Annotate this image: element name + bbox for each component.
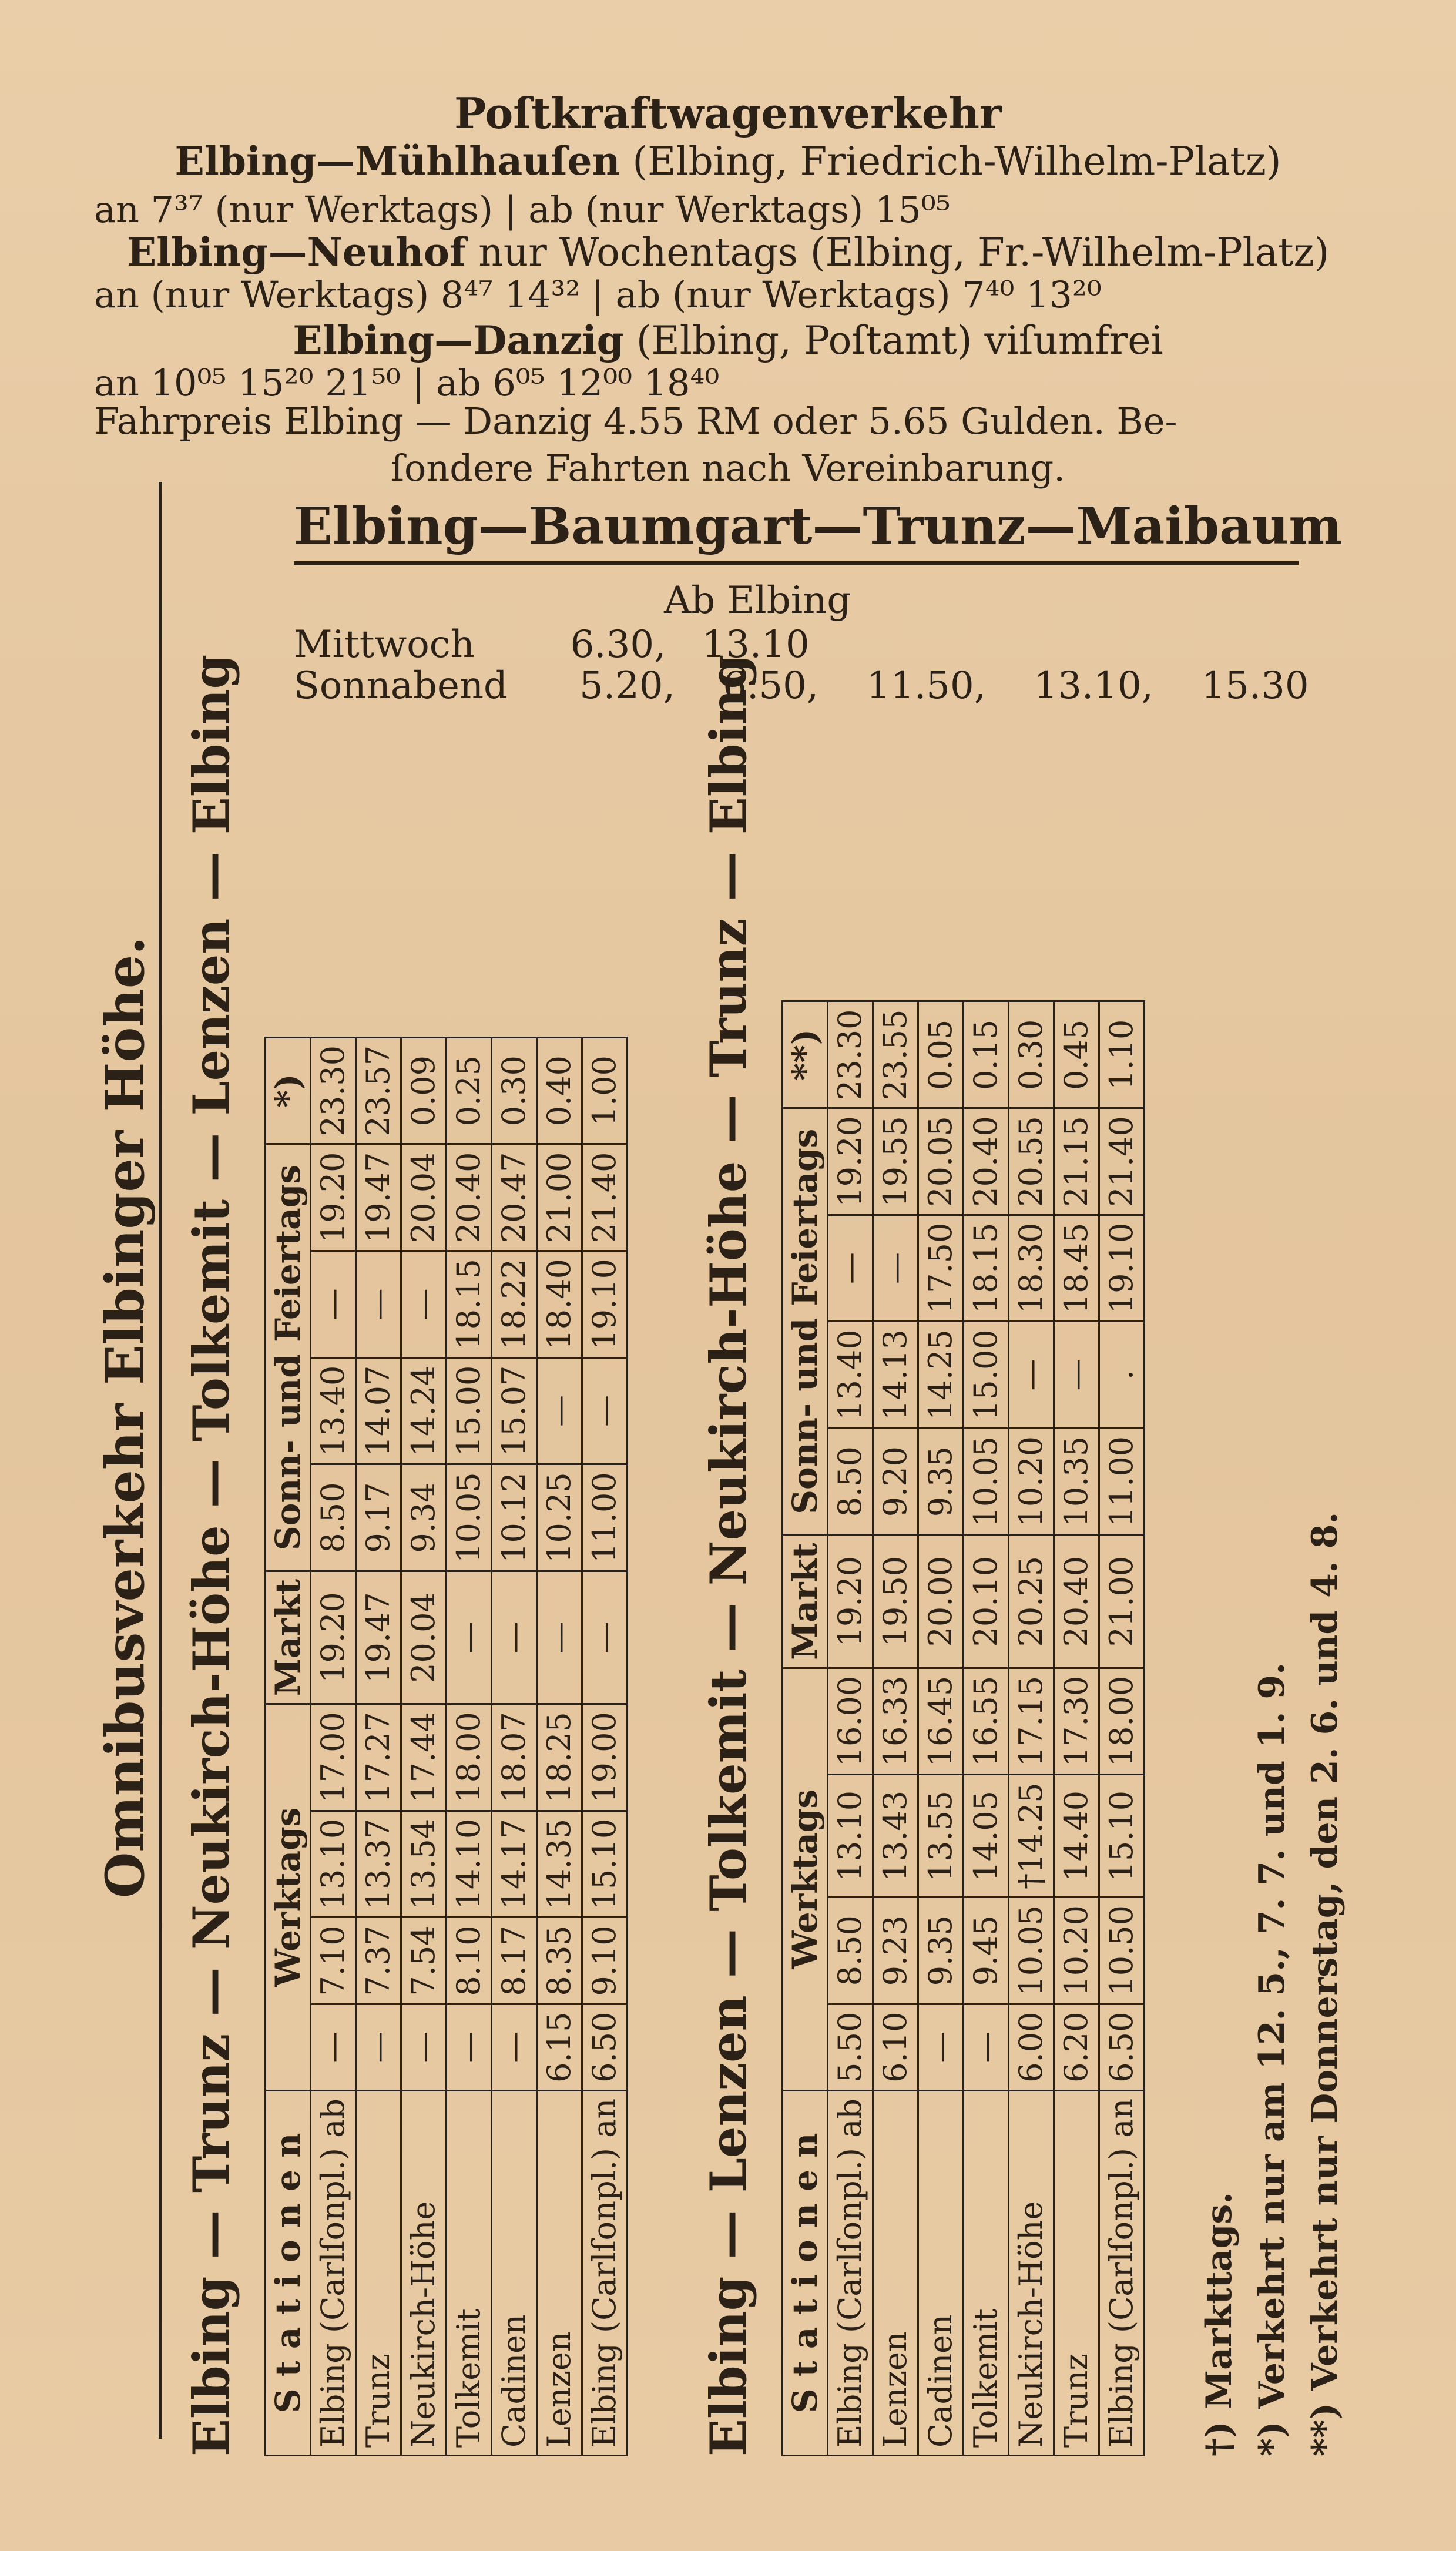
time-cell: 9.17 [356, 1464, 401, 1571]
route-maibaum-underline [294, 561, 1299, 565]
time-cell: 14.05 [964, 1775, 1009, 1898]
time-cell: 15.07 [492, 1357, 537, 1464]
time-cell: 6.50 [582, 2004, 628, 2090]
station-name: Elbing (Carlſonpl.) an [1099, 2090, 1145, 2455]
station-name: Trunz [356, 2090, 401, 2455]
station-name: Lenzen [873, 2090, 918, 2455]
time-cell: 20.25 [1009, 1535, 1054, 1668]
time-cell: 20.40 [1054, 1535, 1099, 1668]
time-cell: 6.10 [873, 2004, 918, 2090]
mittwoch-times: 6.30, 13.10 [570, 623, 810, 666]
time-cell: 0.45 [1054, 1001, 1099, 1108]
time-cell: 0.40 [537, 1037, 582, 1144]
table-row [1009, 1001, 1054, 2456]
time-cell: 20.47 [492, 1144, 537, 1251]
time-cell: 13.10 [311, 1811, 356, 1918]
time-cell: — [311, 2004, 356, 2090]
time-cell: 8.50 [311, 1464, 356, 1571]
time-cell: 14.07 [356, 1357, 401, 1464]
time-cell: 19.10 [582, 1251, 628, 1358]
route-muehlhausen-title [0, 138, 1456, 184]
station-name: Elbing (Carlſonpl.) ab [828, 2090, 873, 2455]
time-cell: — [492, 1571, 537, 1704]
time-cell: 15.00 [447, 1357, 492, 1464]
table-a-header-werktags: Werktags [266, 1704, 311, 2091]
table-b-header-sonn: Sonn- und Feiertags [783, 1108, 828, 1535]
omnibus-title: Omnibusverkehr Elbinger Höhe. [94, 936, 156, 1898]
time-cell: — [311, 1251, 356, 1358]
time-cell: 10.12 [492, 1464, 537, 1571]
time-cell: — [873, 1215, 918, 1322]
time-cell: 20.00 [918, 1535, 964, 1668]
sonnabend-label: Sonnabend [294, 664, 508, 708]
time-cell: 18.15 [447, 1251, 492, 1358]
station-name: Tolkemit [447, 2090, 492, 2455]
time-cell: 1.00 [582, 1037, 628, 1144]
time-cell: 9.35 [918, 1428, 964, 1535]
time-cell: 0.30 [1009, 1001, 1054, 1108]
time-cell: 19.47 [356, 1571, 401, 1704]
note-markttags: †) Markttags. [1199, 2191, 1240, 2456]
time-cell: 14.25 [918, 1322, 964, 1429]
time-cell: 20.05 [918, 1108, 964, 1215]
time-cell: — [537, 1357, 582, 1464]
time-cell: 8.50 [828, 1428, 873, 1535]
route-a-title: Elbing — Trunz — Neukirch-Höhe — Tolkemit — Lenzen — Elbing [182, 654, 240, 2456]
time-cell: 6.15 [537, 2004, 582, 2090]
table-row [873, 1001, 918, 2456]
time-cell: 17.50 [918, 1215, 964, 1322]
time-cell: — [582, 1571, 628, 1704]
route-neuhof-sub: nur Wochentags (Elbing, Fr.-Wilhelm-Platz) [478, 230, 1330, 275]
time-cell: 10.05 [447, 1464, 492, 1571]
time-cell: 20.10 [964, 1535, 1009, 1668]
time-cell: 13.10 [828, 1775, 873, 1898]
time-cell: 16.55 [964, 1668, 1009, 1775]
time-cell: 18.07 [492, 1704, 537, 1811]
time-cell: 16.00 [828, 1668, 873, 1775]
route-danzig-times: an 10⁰⁵ 15²⁰ 21⁵⁰ | ab 6⁰⁵ 12⁰⁰ 18⁴⁰ [94, 361, 720, 404]
time-cell: 16.33 [873, 1668, 918, 1775]
time-cell: 9.20 [873, 1428, 918, 1535]
time-cell: 23.30 [311, 1037, 356, 1144]
time-cell: 7.10 [311, 1918, 356, 2004]
time-cell: 18.00 [1099, 1668, 1145, 1775]
table-b-header-star: **) [783, 1001, 828, 1108]
time-cell: — [401, 1251, 447, 1358]
time-cell: 9.23 [873, 1897, 918, 2004]
time-cell: 7.54 [401, 1918, 447, 2004]
time-cell: 0.09 [401, 1037, 447, 1144]
time-cell: 14.13 [873, 1322, 918, 1429]
time-cell: 20.40 [447, 1144, 492, 1251]
time-cell: 14.40 [1054, 1775, 1099, 1898]
time-cell: 19.20 [311, 1144, 356, 1251]
time-cell: 10.25 [537, 1464, 582, 1571]
time-cell: 8.17 [492, 1918, 537, 2004]
time-cell: 17.15 [1009, 1668, 1054, 1775]
route-maibaum-title: Elbing—Baumgart—Trunz—Maibaum [294, 497, 1343, 556]
note-verkehrt-1: *) Verkehrt nur am 12. 5., 7. 7. und 1. 9. [1252, 1662, 1293, 2456]
time-cell: — [447, 2004, 492, 2090]
time-cell: 8.50 [828, 1897, 873, 2004]
time-cell: 1.10 [1099, 1001, 1145, 1108]
time-cell: 19.10 [1099, 1215, 1145, 1322]
sonnabend-row [294, 664, 1309, 708]
time-cell: 5.50 [828, 2004, 873, 2090]
table-row [492, 1037, 537, 2455]
time-cell: — [828, 1215, 873, 1322]
time-cell: 6.00 [1009, 2004, 1054, 2090]
table-a-header-sonn: Sonn- und Feiertags [266, 1144, 311, 1571]
route-danzig-sub: (Elbing, Poſtamt) viſumfrei [636, 318, 1163, 363]
note-verkehrt-2: **) Verkehrt nur Donnerstag, den 2. 6. und 4. 8. [1304, 1511, 1346, 2456]
time-cell: 18.15 [964, 1215, 1009, 1322]
time-cell: 21.40 [1099, 1108, 1145, 1215]
time-cell: 9.10 [582, 1918, 628, 2004]
table-a-wrapper [264, 1037, 628, 2456]
station-name: Trunz [1054, 2090, 1099, 2455]
time-cell: 9.45 [964, 1897, 1009, 2004]
fare-line-1: Fahrpreis Elbing — Danzig 4.55 RM oder 5.65 Gulden. Be- [94, 400, 1177, 443]
time-cell: 18.00 [447, 1704, 492, 1811]
station-name: Elbing (Carlſonpl.) ab [311, 2090, 356, 2455]
time-cell: — [964, 2004, 1009, 2090]
time-cell: — [1054, 1322, 1099, 1429]
table-b-header-markt: Markt [783, 1535, 828, 1668]
time-cell: 14.35 [537, 1811, 582, 1918]
time-cell: 23.30 [828, 1001, 873, 1108]
time-cell: 10.05 [964, 1428, 1009, 1535]
time-cell: 15.10 [582, 1811, 628, 1918]
time-cell: 0.05 [918, 1001, 964, 1108]
time-cell: 9.35 [918, 1897, 964, 2004]
time-cell: 17.44 [401, 1704, 447, 1811]
time-cell: 19.47 [356, 1144, 401, 1251]
time-cell: 19.20 [828, 1535, 873, 1668]
route-b-title: Elbing — Lenzen — Tolkemit — Neukirch-Höhe — Trunz — Elbing [699, 654, 757, 2456]
time-cell: — [492, 2004, 537, 2090]
station-name: Lenzen [537, 2090, 582, 2455]
route-muehlhausen-stop: (Elbing, Friedrich-Wilhelm-Platz) [632, 139, 1281, 184]
time-cell: 13.40 [311, 1357, 356, 1464]
time-cell: 15.10 [1099, 1775, 1145, 1898]
table-b-header-stations: S t a t i o n e n [783, 2090, 828, 2455]
fare-line-2: ſondere Fahrten nach Vereinbarung. [391, 447, 1065, 490]
time-cell: — [356, 2004, 401, 2090]
time-cell: 19.00 [582, 1704, 628, 1811]
route-neuhof-times: an (nur Werktags) 8⁴⁷ 14³² | ab (nur Werktags) 7⁴⁰ 13²⁰ [94, 273, 1102, 316]
route-neuhof-title [0, 229, 1456, 275]
table-a-header-markt: Markt [266, 1571, 311, 1704]
sonnabend-times: 5.20, 6.50, 11.50, 13.10, 15.30 [579, 664, 1309, 708]
time-cell: 0.25 [447, 1037, 492, 1144]
time-cell: 20.55 [1009, 1108, 1054, 1215]
table-a [264, 1037, 628, 2456]
time-cell: 17.27 [356, 1704, 401, 1811]
table-row [1054, 1001, 1099, 2456]
table-row [582, 1037, 628, 2455]
route-muehlhausen-times: an 7³⁷ (nur Werktags) | ab (nur Werktags) 15⁰⁵ [94, 188, 951, 231]
route-muehlhausen-name: Elbing—Mühlhauſen [175, 138, 620, 184]
time-cell: 19.55 [873, 1108, 918, 1215]
time-cell: 18.25 [537, 1704, 582, 1811]
time-cell: 20.04 [401, 1571, 447, 1704]
time-cell: 6.20 [1054, 2004, 1099, 2090]
time-cell: †14.25 [1009, 1775, 1054, 1898]
time-cell: 10.05 [1009, 1897, 1054, 2004]
left-rule [159, 482, 162, 2439]
time-cell: 10.35 [1054, 1428, 1099, 1535]
table-a-header-star: *) [266, 1037, 311, 1144]
time-cell: 13.40 [828, 1322, 873, 1429]
time-cell: 19.50 [873, 1535, 918, 1668]
table-row [447, 1037, 492, 2455]
table-row [1099, 1001, 1145, 2456]
time-cell: — [356, 1251, 401, 1358]
time-cell: 23.57 [356, 1037, 401, 1144]
time-cell: 8.35 [537, 1918, 582, 2004]
table-b-header-werktags: Werktags [783, 1668, 828, 2090]
station-name: Neukirch-Höhe [1009, 2090, 1054, 2455]
time-cell: 23.55 [873, 1001, 918, 1108]
table-row [311, 1037, 356, 2455]
time-cell: 11.00 [1099, 1428, 1145, 1535]
time-cell: 0.30 [492, 1037, 537, 1144]
time-cell: 20.04 [401, 1144, 447, 1251]
route-maibaum-ab: Ab Elbing [664, 579, 851, 622]
table-b-body [828, 1001, 1145, 2456]
route-danzig-title [0, 317, 1456, 363]
time-cell: — [918, 2004, 964, 2090]
time-cell: 14.24 [401, 1357, 447, 1464]
station-name: Neukirch-Höhe [401, 2090, 447, 2455]
table-row [356, 1037, 401, 2455]
mittwoch-label: Mittwoch [294, 623, 475, 666]
table-row [828, 1001, 873, 2456]
time-cell: 19.20 [311, 1571, 356, 1704]
time-cell: 21.40 [582, 1144, 628, 1251]
route-neuhof-name: Elbing—Neuhof [126, 229, 467, 275]
time-cell: 0.15 [964, 1001, 1009, 1108]
time-cell: 20.40 [964, 1108, 1009, 1215]
time-cell: . [1099, 1322, 1145, 1429]
time-cell: — [582, 1357, 628, 1464]
time-cell: 18.40 [537, 1251, 582, 1358]
time-cell: 13.37 [356, 1811, 401, 1918]
time-cell: 18.30 [1009, 1215, 1054, 1322]
time-cell: — [1009, 1322, 1054, 1429]
time-cell: 21.00 [537, 1144, 582, 1251]
time-cell: 6.50 [1099, 2004, 1145, 2090]
table-row [964, 1001, 1009, 2456]
time-cell: — [537, 1571, 582, 1704]
station-name: Tolkemit [964, 2090, 1009, 2455]
time-cell: 13.54 [401, 1811, 447, 1918]
table-b-wrapper [781, 1001, 1145, 2457]
route-danzig-name: Elbing—Danzig [293, 317, 624, 363]
time-cell: 19.20 [828, 1108, 873, 1215]
time-cell: 18.45 [1054, 1215, 1099, 1322]
table-row [537, 1037, 582, 2455]
station-name: Elbing (Carlſonpl.) an [582, 2090, 628, 2455]
station-name: Cadinen [492, 2090, 537, 2455]
time-cell: 17.00 [311, 1704, 356, 1811]
time-cell: 13.55 [918, 1775, 964, 1898]
time-cell: 15.00 [964, 1322, 1009, 1429]
time-cell: 13.43 [873, 1775, 918, 1898]
page-title: Poſtkraftwagenverkehr [454, 88, 1002, 138]
time-cell: 14.10 [447, 1811, 492, 1918]
time-cell: — [447, 1571, 492, 1704]
time-cell: 18.22 [492, 1251, 537, 1358]
time-cell: 7.37 [356, 1918, 401, 2004]
time-cell: 10.20 [1054, 1897, 1099, 2004]
time-cell: 21.00 [1099, 1535, 1145, 1668]
time-cell: — [401, 2004, 447, 2090]
time-cell: 8.10 [447, 1918, 492, 2004]
time-cell: 17.30 [1054, 1668, 1099, 1775]
time-cell: 21.15 [1054, 1108, 1099, 1215]
time-cell: 9.34 [401, 1464, 447, 1571]
time-cell: 10.20 [1009, 1428, 1054, 1535]
table-b [781, 1001, 1145, 2457]
station-name: Cadinen [918, 2090, 964, 2455]
time-cell: 11.00 [582, 1464, 628, 1571]
table-a-body [311, 1037, 628, 2455]
table-row [918, 1001, 964, 2456]
time-cell: 14.17 [492, 1811, 537, 1918]
time-cell: 10.50 [1099, 1897, 1145, 2004]
table-a-header-stations: S t a t i o n e n [266, 2090, 311, 2455]
table-row [401, 1037, 447, 2455]
time-cell: 16.45 [918, 1668, 964, 1775]
